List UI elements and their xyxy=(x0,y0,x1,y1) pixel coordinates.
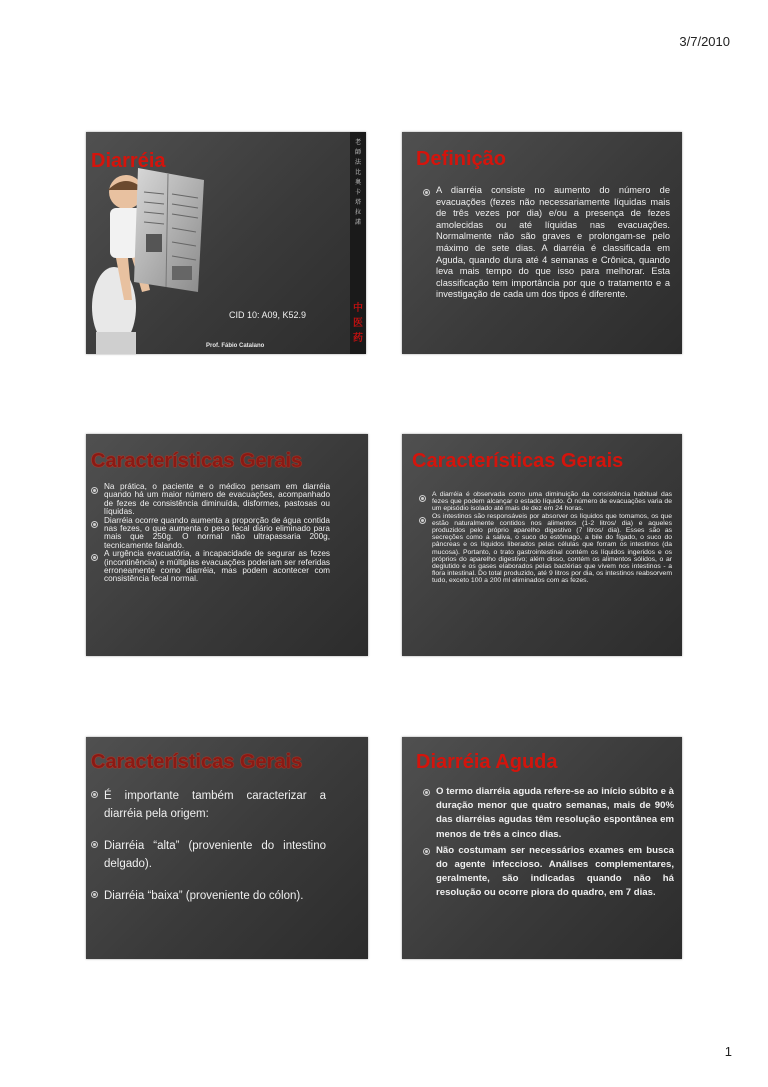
slide-3-bullets xyxy=(90,483,330,584)
slide-1-cid: CID 10: A09, K52.9 xyxy=(229,310,307,320)
list-item: A urgência evacuatória, a incapacidade de segurar as fezes (incontinência) e múltiplas evacuações poderiam ser referidas erroneamente como diarréia, mas podem acontecer com consistência fecal normal. xyxy=(90,550,330,584)
list-item: Não costumam ser necessários exames em busca do agente infeccioso. Análises complementares, geralmente, são indicadas quando não há resolução ou ocorre piora do quadro, em 7 dias. xyxy=(422,844,674,901)
strip-red-characters: 中 医 药 xyxy=(353,303,363,344)
slide-1-author: Prof. Fábio Catalano xyxy=(206,343,265,349)
slide-4-title: Características Gerais xyxy=(412,450,624,472)
list-item: A diarréia consiste no aumento do número de evacuações (fezes não necessariamente líquidas mais de três vezes por dia) e/ou a presença de fezes amolecidas ou até líquidas nas evacuações. Normalmente não são graves e prolongam-se pelo máximo de sete dias. A diarréia é classificada em Aguda, quando dura até 4 semanas e Crônica, quando leva mais tempo do que isso para melhorar. Esta classificação tem importância por que o tratamento e a investigação de cada um dos tipos é diferente. xyxy=(422,185,670,301)
list-item: A diarréia é observada como uma diminuição da consistência habitual das fezes que podem alcançar o estado líquido. O número de evacuações varia de um episódio isolado até mais de dez em 24 horas. xyxy=(418,491,672,513)
slide-5-bullets xyxy=(90,787,326,905)
slide-5 xyxy=(86,737,368,959)
list-item: Diarréia ocorre quando aumenta a proporção de água contida nas fezes, o que aumenta o peso fecal diário eliminado para mais que 250g. O normal não ultrapassaria 200g, tecnicamente falando. xyxy=(90,517,330,551)
slide-6-bullets xyxy=(422,785,674,901)
slide-1-title: Diarréia xyxy=(91,150,166,172)
slide-3-title: Características Gerais xyxy=(91,450,303,472)
slide-4-bullets xyxy=(418,491,672,585)
slide-3 xyxy=(86,434,368,656)
header-date: 3/7/2010 xyxy=(679,34,730,49)
slide-2-bullets xyxy=(422,185,670,301)
strip-characters: 老 師 法 比 奥 卡 塔 拉 諾 xyxy=(354,140,361,226)
slide-6 xyxy=(402,737,682,959)
slide-2 xyxy=(402,132,682,354)
list-item: Os intestinos são responsáveis por absorver os líquidos que tomamos, os que estão naturalmente contidos nos alimentos (1-2 litros/ dia) e aqueles produzidos pelo próprio aparelho digestivo (7 litros/ dia). Esses são as secreções como a saliva, o suco do estômago, a bile do fígado, o suco do pâncreas e os líquidos liberados pelas células que forram os intestinos (da mucosa). Portanto, o trato gastrointestinal contém os líquidos ingeridos e os próprios do aparelho digestivo; além disso, contém os alimentos sólidos, o ar deglutido e os gases elaborados pelas bactérias que vivem nos intestinos - a flora intestinal. Do total produzido, até 9 litros por dia, os intestinos reabsorvem tudo, exceto 100 a 200 ml eliminados com as fezes. xyxy=(418,513,672,585)
list-item: Diarréia “alta” (proveniente do intestino delgado). xyxy=(90,837,326,873)
list-item: Na prática, o paciente e o médico pensam em diarréia quando há um maior número de evacuações, acompanhado de fezes de consistência diminuída, disformes, pastosas ou líquidas. xyxy=(90,483,330,517)
list-item: O termo diarréia aguda refere-se ao início súbito e à duração menor que quatro semanas, mais de 90% das diarréias agudas têm resolução espontânea em menos de três a cinco dias. xyxy=(422,785,674,842)
chinese-strip xyxy=(350,132,366,354)
slide-4 xyxy=(402,434,682,656)
list-item: É importante também caracterizar a diarréia pela origem: xyxy=(90,787,326,823)
page-number: 1 xyxy=(724,1044,732,1059)
slide-1 xyxy=(86,132,366,354)
list-item: Diarréia “baixa” (proveniente do cólon). xyxy=(90,887,326,905)
slide-6-title: Diarréia Aguda xyxy=(416,751,558,773)
slide-2-title: Definição xyxy=(416,148,507,170)
slide-5-title: Características Gerais xyxy=(91,751,303,773)
